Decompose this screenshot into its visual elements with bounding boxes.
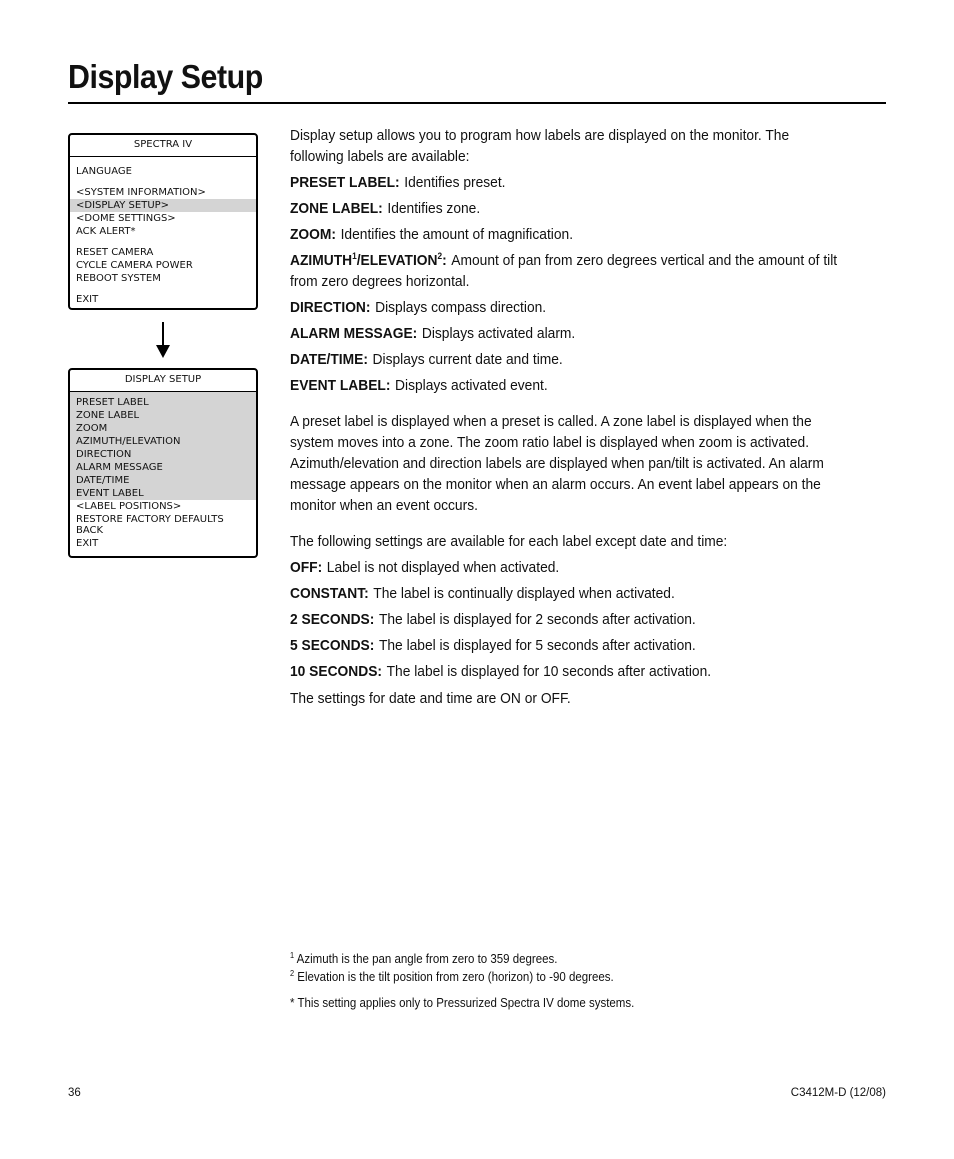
term: EVENT LABEL:: [290, 377, 391, 394]
menu-item-zoom[interactable]: ZOOM: [70, 422, 256, 435]
menu-item-exit[interactable]: EXIT: [76, 294, 99, 305]
term: 2 SECONDS:: [290, 611, 375, 628]
spectra-menu-screen: [68, 133, 258, 310]
setting-constant: [290, 583, 842, 604]
term: 5 SECONDS:: [290, 637, 375, 654]
description: Displays current date and time.: [372, 351, 563, 368]
document-id: C3412M-D (12/08): [790, 1087, 886, 1099]
menu-title: SPECTRA IV: [70, 135, 256, 157]
description: Amount of pan from zero degrees vertical and the amount of tilt from zero degrees horizontal.: [290, 252, 838, 290]
menu-item-system-information[interactable]: <SYSTEM INFORMATION>: [76, 187, 206, 198]
footnote-2: $^2$ Elevation is the tilt position from zero (horizon) to -90 degrees.: [290, 968, 614, 984]
menu-item-language[interactable]: LANGUAGE: [76, 166, 132, 177]
menu-item-dome-settings[interactable]: <DOME SETTINGS>: [76, 213, 176, 224]
menu-item-reset-camera[interactable]: RESET CAMERA: [76, 247, 154, 258]
term: DATE/TIME:: [290, 351, 368, 368]
menu-item-display-setup[interactable]: <DISPLAY SETUP>: [70, 199, 256, 212]
description: Displays compass direction.: [375, 299, 547, 316]
menu-item-zone-label[interactable]: ZONE LABEL: [70, 409, 256, 422]
asterisk-note: * This setting applies only to Pressurized Spectra IV dome systems.: [290, 996, 635, 1010]
description: Displays activated alarm.: [421, 325, 576, 342]
definition-event-label: [290, 375, 842, 396]
setting-2-seconds: [290, 609, 842, 630]
description: Displays activated event.: [395, 377, 548, 394]
definition-alarm-message: [290, 323, 842, 344]
menu-item-alarm-message[interactable]: ALARM MESSAGE: [70, 461, 256, 474]
menu-item-label-positions[interactable]: <LABEL POSITIONS>: [76, 501, 182, 512]
intro-text: Display setup allows you to program how labels are displayed on the monitor. The following labels are available:: [290, 127, 790, 165]
definition-direction: [290, 297, 842, 318]
menu-item-back[interactable]: BACK: [76, 525, 104, 536]
term: AZIMUTH$^1$/ELEVATION$^2$:: [290, 251, 447, 269]
term: CONSTANT:: [290, 585, 369, 602]
term: ALARM MESSAGE:: [290, 325, 418, 342]
date-time-note: The settings for date and time are ON or OFF.: [290, 690, 571, 707]
definition-preset-label: [290, 172, 842, 193]
display-setup-menu-screen: [68, 368, 258, 558]
menu-item-restore-factory-defaults[interactable]: RESTORE FACTORY DEFAULTS: [76, 514, 224, 524]
definition-date-time: [290, 349, 842, 370]
description: The label is displayed for 2 seconds after activation.: [378, 611, 696, 628]
menu-item-exit[interactable]: EXIT: [76, 538, 99, 549]
explanation-paragraph: A preset label is displayed when a preset is called. A zone label is displayed when the system moves into a zone. The zoom ratio label is displayed when zoom is activated. Azimuth/elevation and direction labels are displayed when pan/tilt is activated. An alarm message appears on the monitor when an alarm occurs. An event label appears on the monitor when an event occurs.: [290, 413, 824, 514]
body-text: [290, 125, 842, 714]
footnote-1: $^1$ Azimuth is the pan angle from zero to 359 degrees.: [290, 950, 558, 966]
term: ZONE LABEL:: [290, 200, 383, 217]
term: 10 SECONDS:: [290, 663, 383, 680]
menu-title: DISPLAY SETUP: [70, 370, 256, 392]
menu-item-date-time[interactable]: DATE/TIME: [70, 474, 256, 487]
setting-5-seconds: [290, 635, 842, 656]
description: The label is displayed for 5 seconds after activation.: [378, 637, 696, 654]
menu-item-ack-alert[interactable]: ACK ALERT*: [76, 226, 136, 237]
footnotes: [290, 950, 842, 1012]
page-number: 36: [68, 1087, 81, 1099]
menu-item-direction[interactable]: DIRECTION: [70, 448, 256, 461]
page-title: Display Setup: [68, 58, 263, 95]
definition-azimuth-elevation: [290, 250, 842, 292]
down-arrow-icon: [154, 322, 172, 358]
settings-intro: The following settings are available for each label except date and time:: [290, 533, 728, 550]
description: The label is displayed for 10 seconds after activation.: [386, 663, 712, 680]
menu-item-cycle-camera-power[interactable]: CYCLE CAMERA POWER: [76, 260, 193, 271]
title-divider: [68, 102, 886, 104]
menu-item-event-label[interactable]: EVENT LABEL: [70, 487, 256, 500]
term: ZOOM:: [290, 226, 336, 243]
term: OFF:: [290, 559, 323, 576]
menu-item-preset-label[interactable]: PRESET LABEL: [70, 396, 256, 409]
definition-zone-label: [290, 198, 842, 219]
description: The label is continually displayed when activated.: [373, 585, 675, 602]
term: DIRECTION:: [290, 299, 371, 316]
term: PRESET LABEL:: [290, 174, 400, 191]
description: Identifies zone.: [387, 200, 481, 217]
setting-off: [290, 557, 842, 578]
menu-item-azimuth-elevation[interactable]: AZIMUTH/ELEVATION: [70, 435, 256, 448]
description: Label is not displayed when activated.: [326, 559, 560, 576]
setting-10-seconds: [290, 661, 842, 682]
description: Identifies preset.: [404, 174, 506, 191]
description: Identifies the amount of magnification.: [340, 226, 574, 243]
definition-zoom: [290, 224, 842, 245]
menu-item-reboot-system[interactable]: REBOOT SYSTEM: [76, 273, 161, 284]
